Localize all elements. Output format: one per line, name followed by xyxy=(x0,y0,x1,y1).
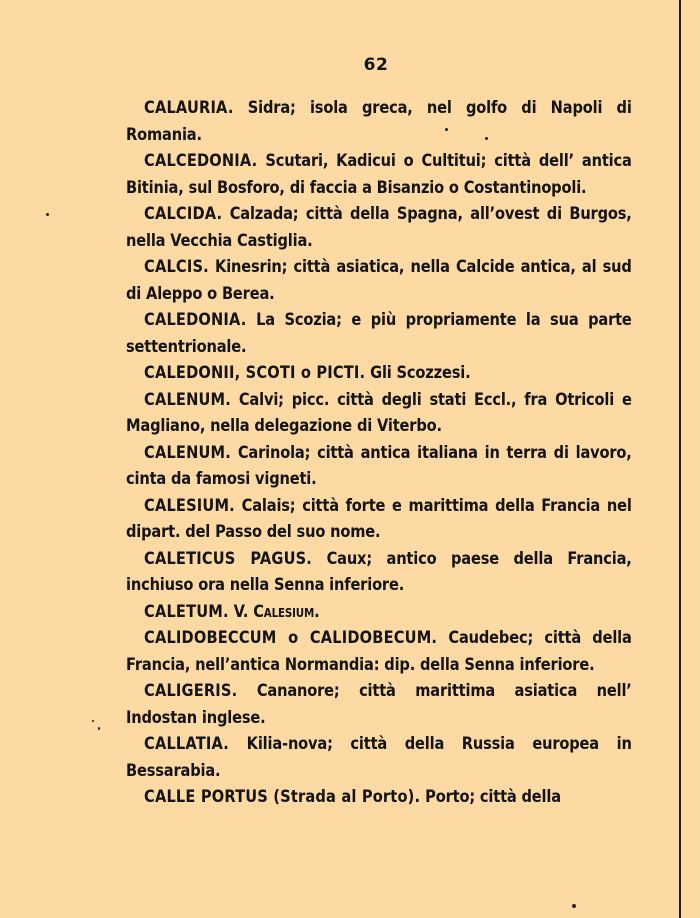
entry-calcedonia xyxy=(126,148,632,201)
definition: Gli Scozzesi. xyxy=(370,363,471,383)
definition: V. xyxy=(233,601,249,622)
ink-speck xyxy=(572,904,576,908)
entry-caleticus-pagus xyxy=(126,546,632,599)
definition: Cananore; città marittima asiatica nell’ Indostan inglese. xyxy=(126,681,632,728)
definition: Sidra; isola greca, nel golfo di Napoli di Romania. xyxy=(126,98,632,145)
headword: CALEDONII, SCOTI o PICTI. xyxy=(144,363,366,383)
ink-speck xyxy=(92,720,94,722)
headword: CALIGERIS. xyxy=(144,681,238,701)
ink-speck xyxy=(445,128,448,131)
entry-caletum xyxy=(126,599,632,626)
definition: Calais; città forte e marittima della Francia nel dipart. del Passo del suo nome. xyxy=(126,495,632,542)
entry-caligeris xyxy=(126,678,632,731)
headword: CALESIUM. xyxy=(144,495,235,516)
headword: CALENUM. xyxy=(144,442,232,463)
ink-speck xyxy=(98,727,100,730)
entry-calcis xyxy=(126,254,632,307)
cross-reference: Calesium. xyxy=(253,601,320,622)
entry-calesium xyxy=(126,493,632,546)
definition: Carinola; città antica italiana in terra di lavoro, cinta da famosi vigneti. xyxy=(126,442,632,489)
entry-calle-portus xyxy=(126,784,632,811)
definition: Calvi; picc. città degli stati Eccl., fra Otricoli e Magliano, nella delegazione di Viterbo. xyxy=(126,389,632,436)
page-edge-line xyxy=(679,0,681,918)
dictionary-text xyxy=(126,95,632,811)
entry-caledonii xyxy=(126,360,632,387)
headword: CALIDOBECCUM o CALIDOBECUM. xyxy=(144,628,438,648)
headword: CALLE PORTUS (Strada al Porto). xyxy=(144,787,421,807)
entry-callatia xyxy=(126,731,632,784)
headword: CALLATIA. xyxy=(144,734,230,754)
definition: Caudebec; città della Francia, nell’antica Normandia: dip. della Senna inferiore. xyxy=(126,628,632,675)
page-number: 62 xyxy=(363,55,389,75)
entry-calcida xyxy=(126,201,632,254)
headword: CALEDONIA. xyxy=(144,310,247,330)
ink-speck xyxy=(485,137,488,140)
headword: CALETICUS PAGUS. xyxy=(144,548,313,569)
definition: Porto; città della xyxy=(425,787,561,807)
definition: La Scozia; e più propriamente la sua parte settentrionale. xyxy=(126,310,632,357)
ink-speck xyxy=(46,213,49,216)
definition: Calzada; città della Spagna, all’ovest di Burgos, nella Vecchia Castiglia. xyxy=(126,204,632,251)
entry-caledonia xyxy=(126,307,632,360)
headword: CALCIS. xyxy=(144,257,209,277)
entry-calauria xyxy=(126,95,632,148)
headword: CALCEDONIA. xyxy=(144,151,258,171)
definition: Kinesrin; città asiatica, nella Calcide antica, al sud di Aleppo o Berea. xyxy=(126,257,632,304)
entry-calenum-carinola xyxy=(126,440,632,493)
entry-calidobeccum xyxy=(126,625,632,678)
definition: Caux; antico paese della Francia, inchiuso ora nella Senna inferiore. xyxy=(126,548,632,595)
headword: CALENUM. xyxy=(144,389,232,410)
definition: Kilia-nova; città della Russia europea in Bessarabia. xyxy=(126,734,632,781)
headword: CALCIDA. xyxy=(144,204,223,224)
headword: CALETUM. xyxy=(144,601,229,622)
definition: Scutari, Kadicui o Cultitui; città dell’ antica Bitinia, sul Bosforo, di faccia a Bisanzio o Costantinopoli. xyxy=(126,151,632,198)
entry-calenum-calvi xyxy=(126,387,632,440)
headword: CALAURIA. xyxy=(144,98,234,118)
